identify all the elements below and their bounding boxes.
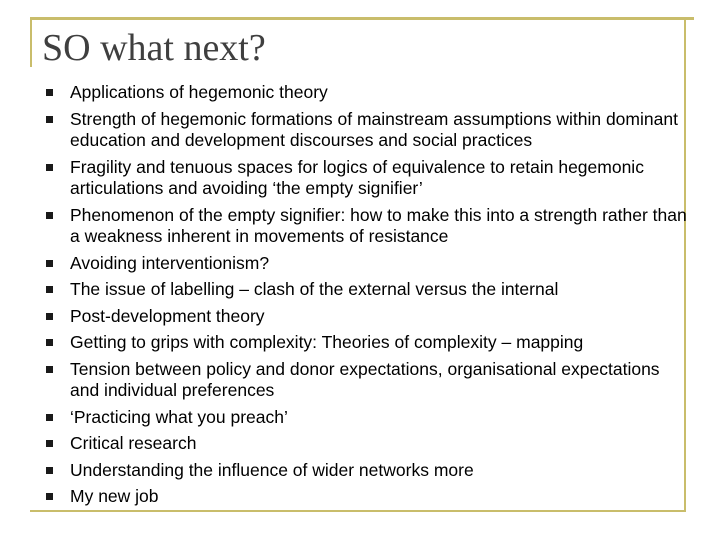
bullet-item <box>42 253 687 275</box>
bullet-text: Fragility and tenuous spaces for logics of equivalence to retain hegemonic articulations and avoiding ‘the empty signifier’ <box>70 156 644 198</box>
square-bullet-icon <box>46 89 53 96</box>
bullet-text: Getting to grips with complexity: Theories of complexity – mapping <box>70 332 584 352</box>
square-bullet-icon <box>46 440 53 447</box>
square-bullet-icon <box>46 414 53 421</box>
bullet-item <box>42 486 687 508</box>
bullet-item <box>42 82 687 104</box>
square-bullet-icon <box>46 366 53 373</box>
bullet-item <box>42 306 687 328</box>
bullet-item <box>42 109 687 152</box>
bullet-item <box>42 359 687 402</box>
bullet-item <box>42 407 687 429</box>
square-bullet-icon <box>46 212 53 219</box>
bullet-text: My new job <box>70 486 159 506</box>
bullet-text: Applications of hegemonic theory <box>70 82 328 102</box>
slide-title: SO what next? <box>42 27 266 69</box>
square-bullet-icon <box>46 164 53 171</box>
square-bullet-icon <box>46 467 53 474</box>
square-bullet-icon <box>46 313 53 320</box>
bullet-text: Phenomenon of the empty signifier: how to make this into a strength rather than a weakness inherent in movements of resistance <box>70 204 687 246</box>
bullet-item <box>42 332 687 354</box>
square-bullet-icon <box>46 260 53 267</box>
bullet-text: Critical research <box>70 433 197 453</box>
bullet-item <box>42 433 687 455</box>
top-rule-divider <box>30 17 694 20</box>
square-bullet-icon <box>46 339 53 346</box>
left-rule-divider <box>30 17 32 67</box>
bullet-text: ‘Practicing what you preach’ <box>70 406 288 427</box>
bullet-item <box>42 157 687 200</box>
square-bullet-icon <box>46 493 53 500</box>
bullet-text: Post-development theory <box>70 305 265 326</box>
bullet-item <box>42 205 687 248</box>
square-bullet-icon <box>46 286 53 293</box>
bullet-text: Understanding the influence of wider networks more <box>70 459 474 480</box>
bullet-text: Tension between policy and donor expectations, organisational expectations and individual preferences <box>70 358 660 400</box>
square-bullet-icon <box>46 116 53 123</box>
bullet-text: Strength of hegemonic formations of mainstream assumptions within dominant education and development discourses and social practices <box>70 108 678 150</box>
bullet-item <box>42 460 687 482</box>
bullet-text: The issue of labelling – clash of the external versus the internal <box>70 279 559 299</box>
bullet-list <box>42 82 687 513</box>
bullet-item <box>42 279 687 301</box>
bullet-text: Avoiding interventionism? <box>70 252 270 273</box>
